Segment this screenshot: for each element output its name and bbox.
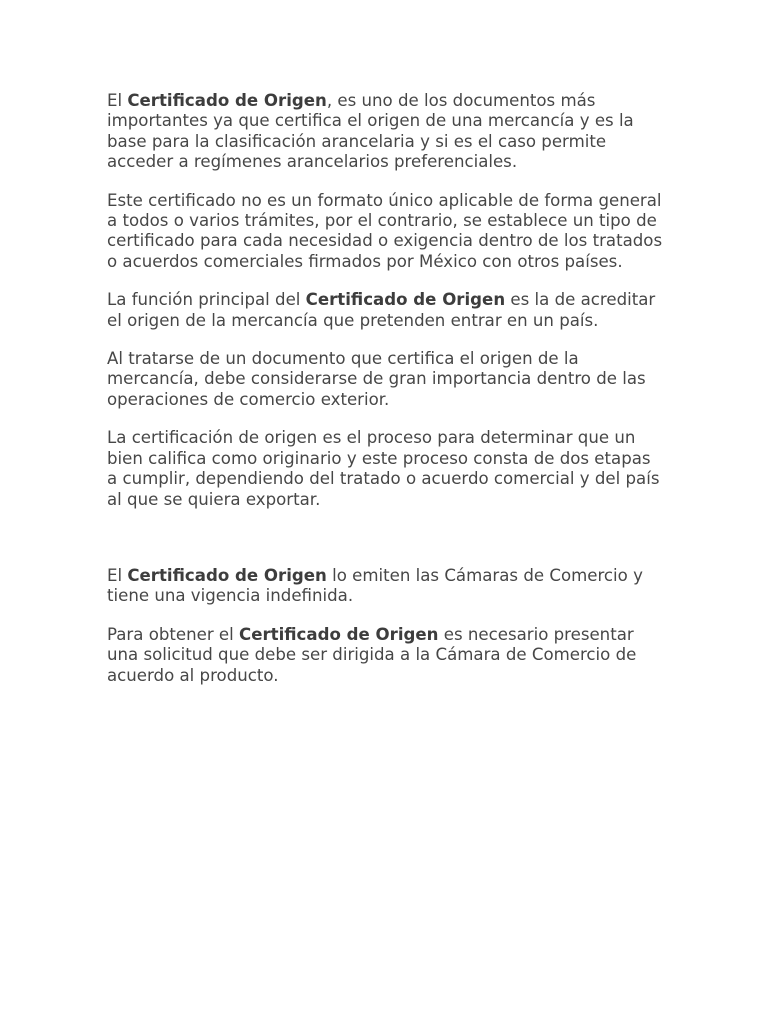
paragraph-emision — [107, 566, 663, 607]
text-run: El — [107, 565, 128, 585]
document-page — [107, 91, 663, 704]
text-run: Este certificado no es un formato único aplicable de forma general a todos o varios trámites, por el contrario, se establece un tipo de certificado para cada necesidad o exigencia dentro de los tratados o acuerdos comerciales firmados por México con otros países. — [107, 190, 663, 271]
bold-term: Certificado de Origen — [127, 565, 327, 585]
bold-term: Certificado de Origen — [127, 91, 327, 110]
paragraph-intro — [107, 91, 663, 173]
text-run: Al tratarse de un documento que certifica el origen de la mercancía, debe considerarse de gran importancia dentro de las operaciones de comercio exterior. — [107, 349, 646, 409]
paragraph-proceso — [107, 428, 663, 510]
text-run: La función principal del — [107, 290, 306, 310]
text-run: es necesario presentar una solicitud que debe ser dirigida a la Cámara de Comercio de acuerdo al producto. — [107, 624, 637, 685]
paragraph-solicitud — [107, 625, 663, 686]
text-run: lo emiten las Cámaras de Comercio y tiene una vigencia indefinida. — [107, 565, 643, 606]
bold-term: Certificado de Origen — [239, 624, 439, 644]
paragraph-funcion — [107, 290, 663, 331]
paragraph-formato — [107, 191, 663, 273]
text-run: es la de acreditar el origen de la mercancía que pretenden entrar en un país. — [107, 290, 656, 330]
bold-term: Certificado de Origen — [305, 290, 506, 310]
text-run: Para obtener el — [107, 624, 240, 644]
text-run: , es uno de los documentos más importantes ya que certifica el origen de una mercancía y es la base para la clasificación arancelaria y si es el caso permite acceder a regímenes arancelarios preferenciales. — [107, 91, 634, 172]
text-run: La certificación de origen es el proceso para determinar que un bien califica como originario y este proceso consta de dos etapas a cumplir, dependiendo del tratado o acuerdo comercial y del país al que se quiera exportar. — [107, 428, 660, 509]
paragraph-importancia — [107, 349, 663, 410]
text-run: El — [107, 91, 128, 110]
